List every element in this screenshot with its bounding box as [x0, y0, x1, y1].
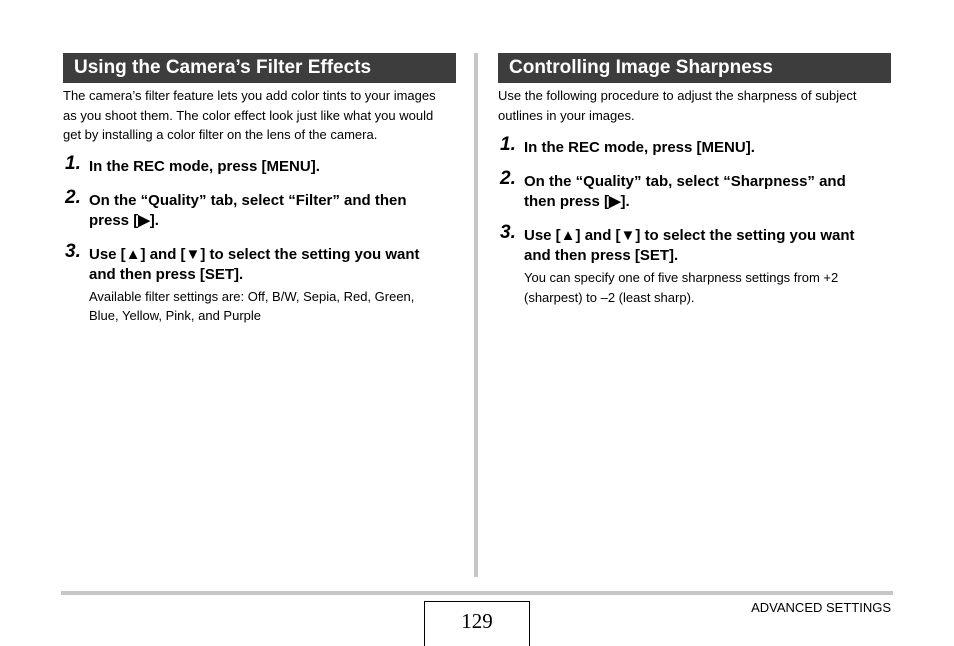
filter-intro-line: as you shoot them. The color effect look just like what you would	[63, 107, 434, 123]
filter-step-1	[63, 152, 456, 177]
section-label: ADVANCED SETTINGS	[751, 600, 891, 615]
sharpness-step-3	[498, 222, 891, 307]
step-instruction-line: then press [▶].	[524, 193, 630, 211]
step-number: 3.	[65, 240, 81, 262]
filter-steps	[63, 152, 456, 326]
step-instruction-line: Use [▲] and [▼] to select the setting you want	[524, 227, 855, 245]
page-number: 129	[424, 601, 530, 646]
left-column	[63, 53, 456, 340]
footer-divider	[61, 591, 893, 595]
sharpness-intro-line: outlines in your images.	[498, 107, 635, 123]
right-column	[498, 53, 891, 321]
step-instruction-line: In the REC mode, press [MENU].	[89, 157, 320, 175]
sharpness-step-2	[498, 168, 891, 212]
step-note	[89, 287, 456, 326]
filter-step-3	[63, 240, 456, 326]
step-note-line: Blue, Yellow, Pink, and Purple	[89, 308, 262, 324]
step-instruction-line: On the “Quality” tab, select “Sharpness” and	[524, 173, 846, 191]
step-instruction	[524, 138, 891, 158]
sharpness-intro-line: Use the following procedure to adjust the sharpness of subject	[498, 88, 857, 103]
section-title-filter-effects: Using the Camera’s Filter Effects	[63, 53, 456, 83]
section-title-image-sharpness: Controlling Image Sharpness	[498, 53, 891, 83]
sharpness-steps	[498, 134, 891, 307]
column-divider	[474, 53, 478, 577]
step-number: 1.	[65, 152, 81, 174]
filter-step-2	[63, 186, 456, 231]
step-number: 2.	[65, 186, 81, 208]
step-number: 2.	[500, 168, 516, 190]
filter-intro-line: get by installing a color filter on the lens of the camera.	[63, 127, 378, 143]
step-instruction	[89, 245, 456, 285]
filter-intro-line: The camera’s filter feature lets you add color tints to your images	[63, 88, 436, 103]
sharpness-step-1	[498, 134, 891, 158]
step-number: 1.	[500, 134, 516, 156]
step-instruction-line: press [▶].	[89, 211, 159, 229]
sharpness-intro	[498, 86, 891, 125]
step-instruction	[524, 172, 891, 212]
step-instruction-line: and then press [SET].	[89, 265, 244, 283]
step-note-line: Available filter settings are: Off, B/W, Sepia, Red, Green,	[89, 288, 415, 304]
step-note-line: You can specify one of five sharpness settings from +2	[524, 270, 839, 286]
step-note	[524, 268, 891, 307]
step-instruction	[524, 226, 891, 266]
step-instruction	[89, 191, 456, 231]
step-instruction-line: In the REC mode, press [MENU].	[524, 139, 755, 157]
step-instruction	[89, 157, 456, 177]
step-instruction-line: Use [▲] and [▼] to select the setting you want	[89, 245, 420, 263]
filter-intro	[63, 86, 456, 145]
step-instruction-line: and then press [SET].	[524, 247, 679, 265]
step-note-line: (sharpest) to –2 (least sharp).	[524, 289, 695, 305]
step-instruction-line: On the “Quality” tab, select “Filter” and then	[89, 191, 407, 209]
step-number: 3.	[500, 222, 516, 244]
